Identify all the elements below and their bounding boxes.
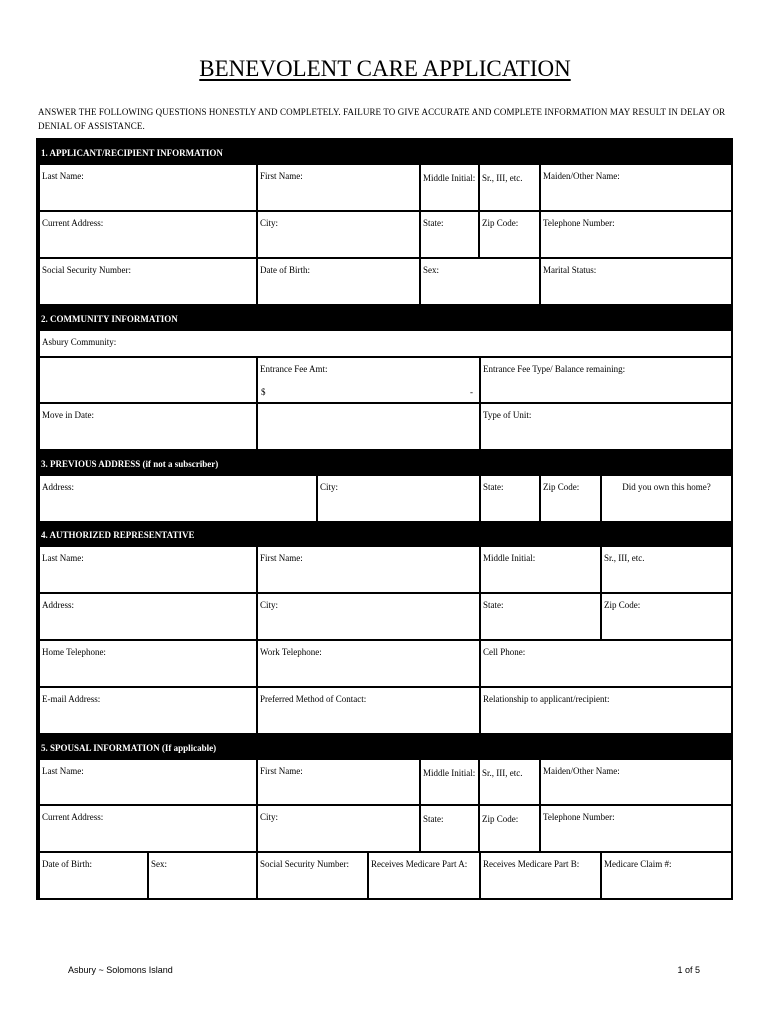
applicant-marital-status-field[interactable]: Marital Status: [541,259,731,304]
rep-relationship-field[interactable]: Relationship to applicant/recipient: [481,688,731,733]
entrance-fee-amount-field[interactable] [258,358,479,402]
rep-suffix-field[interactable]: Sr., III, etc. [602,547,731,592]
section-header-representative: 4. AUTHORIZED REPRESENTATIVE [41,530,195,540]
applicant-telephone-field[interactable]: Telephone Number: [541,212,731,257]
spouse-zip-field[interactable]: Zip Code: [480,806,539,851]
applicant-last-name-field[interactable]: Last Name: [40,165,256,210]
applicant-ssn-field[interactable]: Social Security Number: [40,259,256,304]
dollar-sign: $ [261,387,266,397]
spouse-address-field[interactable]: Current Address: [40,806,256,851]
rep-cell-phone-field[interactable]: Cell Phone: [481,641,731,686]
section-header-applicant: 1. APPLICANT/RECIPIENT INFORMATION [41,148,223,158]
community-blank-cell [40,358,256,402]
previous-zip-field[interactable]: Zip Code: [541,476,600,521]
rep-address-field[interactable]: Address: [40,594,256,639]
spouse-last-name-field[interactable]: Last Name: [40,760,256,804]
spouse-state-field[interactable]: State: [421,806,478,851]
applicant-first-name-field[interactable]: First Name: [258,165,419,210]
spouse-sex-field[interactable]: Sex: [149,853,256,898]
previous-state-field[interactable]: State: [481,476,539,521]
applicant-suffix-field[interactable]: Sr., III, etc. [480,165,539,210]
spouse-middle-initial-field[interactable]: Middle Initial: [421,760,478,804]
spouse-maiden-name-field[interactable]: Maiden/Other Name: [541,760,731,804]
spouse-telephone-field[interactable]: Telephone Number: [541,806,731,851]
rep-middle-initial-field[interactable]: Middle Initial: [481,547,600,592]
spouse-medicare-a-field[interactable]: Receives Medicare Part A: [369,853,479,898]
applicant-state-field[interactable]: State: [421,212,478,257]
page-title: BENEVOLENT CARE APPLICATION [199,56,571,81]
asbury-community-field[interactable]: Asbury Community: [40,331,731,356]
previous-address-field[interactable]: Address: [40,476,316,521]
rep-home-phone-field[interactable]: Home Telephone: [40,641,256,686]
spouse-first-name-field[interactable]: First Name: [258,760,419,804]
footer-location: Asbury ~ Solomons Island [68,965,173,975]
rep-email-field[interactable]: E-mail Address: [40,688,256,733]
rep-contact-method-field[interactable]: Preferred Method of Contact: [258,688,479,733]
page-number: 1 of 5 [677,965,700,975]
spouse-medicare-b-field[interactable]: Receives Medicare Part B: [481,853,600,898]
amount-dash: - [470,387,473,397]
application-form [36,138,733,900]
applicant-dob-field[interactable]: Date of Birth: [258,259,419,304]
rep-state-field[interactable]: State: [481,594,600,639]
spouse-medicare-claim-field[interactable]: Medicare Claim #: [602,853,731,898]
instructions-text: ANSWER THE FOLLOWING QUESTIONS HONESTLY AND COMPLETELY. FAILURE TO GIVE ACCURATE AND COMPLETE INFORMATION MAY RESULT IN DELAY OR DENIAL OF ASSISTANCE. [38,107,726,131]
spouse-dob-field[interactable]: Date of Birth: [40,853,147,898]
spouse-city-field[interactable]: City: [258,806,419,851]
spouse-ssn-field[interactable]: Social Security Number: [258,853,367,898]
entrance-fee-type-field[interactable]: Entrance Fee Type/ Balance remaining: [481,358,731,402]
rep-first-name-field[interactable]: First Name: [258,547,479,592]
applicant-middle-initial-field[interactable]: Middle Initial: [421,165,478,210]
type-of-unit-field[interactable]: Type of Unit: [481,404,731,449]
section-header-previous-address: 3. PREVIOUS ADDRESS (if not a subscriber) [41,458,219,469]
own-home-field[interactable]: Did you own this home? [602,476,731,521]
previous-city-field[interactable]: City: [318,476,479,521]
applicant-sex-field[interactable]: Sex: [421,259,539,304]
applicant-address-field[interactable]: Current Address: [40,212,256,257]
section-header-spousal: 5. SPOUSAL INFORMATION (If applicable) [41,742,217,753]
rep-last-name-field[interactable]: Last Name: [40,547,256,592]
applicant-city-field[interactable]: City: [258,212,419,257]
move-in-date-field[interactable]: Move in Date: [40,404,256,449]
applicant-zip-field[interactable]: Zip Code: [480,212,539,257]
rep-work-phone-field[interactable]: Work Telephone: [258,641,479,686]
applicant-maiden-name-field[interactable]: Maiden/Other Name: [541,165,731,210]
spouse-suffix-field[interactable]: Sr., III, etc. [480,760,539,804]
entrance-fee-amount-label: Entrance Fee Amt: [260,364,328,374]
rep-city-field[interactable]: City: [258,594,479,639]
section-header-community: 2. COMMUNITY INFORMATION [41,313,178,324]
community-blank-cell-2 [258,404,479,449]
rep-zip-field[interactable]: Zip Code: [602,594,731,639]
